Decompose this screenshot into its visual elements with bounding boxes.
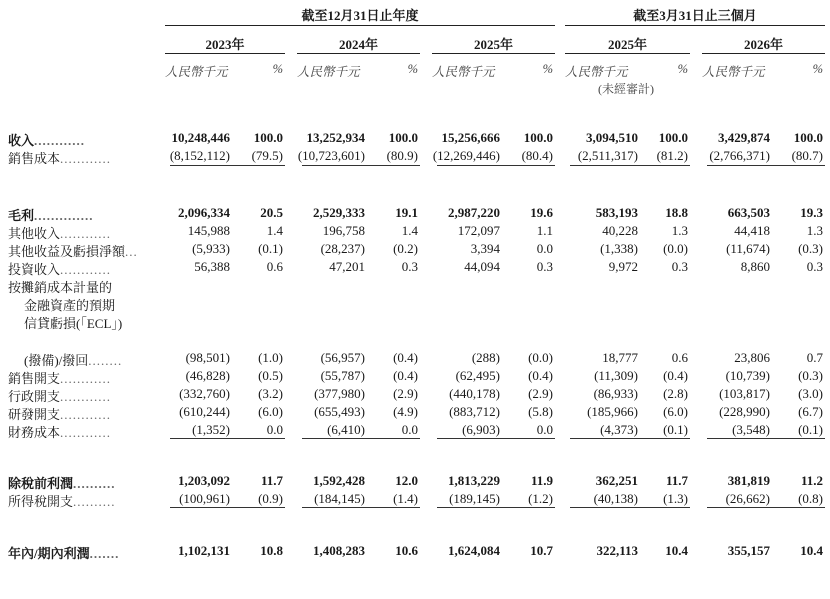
table-cell: (81.2) bbox=[656, 148, 688, 163]
row-label: 其他收益及虧損淨額... bbox=[8, 244, 138, 259]
subtotal-rule bbox=[707, 165, 825, 166]
row-label: 銷售開支............ bbox=[8, 371, 112, 386]
table-cell: (46,828) bbox=[185, 368, 230, 383]
table-cell: 10.4 bbox=[800, 543, 823, 558]
year-underline bbox=[565, 53, 690, 54]
table-cell: (5.8) bbox=[528, 404, 553, 419]
table-cell: 362,251 bbox=[595, 473, 638, 488]
table-cell: (0.8) bbox=[798, 491, 823, 506]
table-cell: (10,739) bbox=[725, 368, 770, 383]
table-cell: 1.3 bbox=[671, 223, 688, 238]
subtotal-rule bbox=[302, 438, 420, 439]
table-cell: 0.0 bbox=[266, 422, 283, 437]
table-cell: (2.9) bbox=[528, 386, 553, 401]
row-label: 信貸虧損(「ECL」) bbox=[24, 316, 123, 331]
table-cell: 355,157 bbox=[727, 543, 770, 558]
table-cell: (883,712) bbox=[449, 404, 500, 419]
table-cell: (86,933) bbox=[593, 386, 638, 401]
table-cell: 1,624,084 bbox=[448, 543, 500, 558]
table-cell: (80.9) bbox=[386, 148, 418, 163]
table-cell: (0.0) bbox=[528, 350, 553, 365]
year-header: 2026年 bbox=[743, 37, 783, 52]
table-cell: (3,548) bbox=[732, 422, 770, 437]
table-cell: (0.3) bbox=[798, 368, 823, 383]
table-cell: 0.3 bbox=[671, 259, 688, 274]
table-cell: (11,309) bbox=[594, 368, 638, 383]
table-cell: 100.0 bbox=[523, 130, 553, 145]
unit-label: 人民幣千元 bbox=[565, 65, 628, 79]
table-cell: (6,903) bbox=[462, 422, 500, 437]
table-cell: 0.6 bbox=[266, 259, 283, 274]
table-cell: 19.3 bbox=[800, 205, 823, 220]
table-cell: (98,501) bbox=[185, 350, 230, 365]
unaudited-note: (未經審計) bbox=[598, 82, 654, 96]
table-cell: (0.9) bbox=[258, 491, 283, 506]
table-cell: 10.4 bbox=[665, 543, 688, 558]
table-cell: 0.0 bbox=[401, 422, 418, 437]
percent-label: % bbox=[407, 62, 418, 76]
table-cell: (0.5) bbox=[258, 368, 283, 383]
subtotal-rule bbox=[437, 438, 555, 439]
year-underline bbox=[297, 53, 420, 54]
table-cell: (184,145) bbox=[314, 491, 365, 506]
percent-label: % bbox=[812, 62, 823, 76]
year-underline bbox=[432, 53, 555, 54]
table-cell: (1.0) bbox=[258, 350, 283, 365]
table-cell: (185,966) bbox=[587, 404, 638, 419]
table-cell: 18.8 bbox=[665, 205, 688, 220]
table-cell: 663,503 bbox=[727, 205, 770, 220]
table-cell: 1,813,229 bbox=[448, 473, 500, 488]
subtotal-rule bbox=[437, 507, 555, 508]
table-cell: 9,972 bbox=[608, 259, 638, 274]
row-label: 除稅前利潤.......... bbox=[8, 476, 116, 491]
table-cell: (12,269,446) bbox=[432, 148, 500, 163]
table-cell: (8,152,112) bbox=[169, 148, 230, 163]
table-cell: (0.0) bbox=[663, 241, 688, 256]
unit-label: 人民幣千元 bbox=[702, 65, 765, 79]
table-cell: (55,787) bbox=[320, 368, 365, 383]
table-cell: (62,495) bbox=[455, 368, 500, 383]
row-label: 投資收入............ bbox=[8, 262, 112, 277]
table-cell: (56,957) bbox=[320, 350, 365, 365]
table-cell: (4,373) bbox=[600, 422, 638, 437]
table-cell: (0.1) bbox=[663, 422, 688, 437]
table-cell: 10.8 bbox=[260, 543, 283, 558]
table-cell: 3,394 bbox=[470, 241, 500, 256]
percent-label: % bbox=[542, 62, 553, 76]
table-cell: 196,758 bbox=[322, 223, 365, 238]
row-label: 年內/期內利潤....... bbox=[8, 546, 120, 561]
table-cell: 1,408,283 bbox=[313, 543, 365, 558]
table-cell: (2,511,317) bbox=[577, 148, 638, 163]
subtotal-rule bbox=[437, 165, 555, 166]
table-cell: 2,987,220 bbox=[448, 205, 500, 220]
table-cell: 3,094,510 bbox=[586, 130, 638, 145]
row-label: 所得稅開支.......... bbox=[8, 494, 116, 509]
percent-label: % bbox=[272, 62, 283, 76]
table-cell: (80.4) bbox=[521, 148, 553, 163]
table-cell: 11.7 bbox=[260, 473, 283, 488]
table-cell: (0.3) bbox=[798, 241, 823, 256]
table-cell: (189,145) bbox=[449, 491, 500, 506]
subtotal-rule bbox=[302, 165, 420, 166]
table-cell: (40,138) bbox=[593, 491, 638, 506]
table-cell: (6.7) bbox=[798, 404, 823, 419]
table-cell: 0.6 bbox=[671, 350, 688, 365]
table-cell: 0.3 bbox=[401, 259, 418, 274]
subtotal-rule bbox=[302, 507, 420, 508]
table-cell: (80.7) bbox=[791, 148, 823, 163]
table-cell: 47,201 bbox=[329, 259, 365, 274]
table-cell: 0.3 bbox=[806, 259, 823, 274]
table-cell: 3,429,874 bbox=[718, 130, 770, 145]
table-cell: 100.0 bbox=[253, 130, 283, 145]
table-cell: 13,252,934 bbox=[306, 130, 365, 145]
table-cell: (26,662) bbox=[725, 491, 770, 506]
subtotal-rule bbox=[707, 438, 825, 439]
subtotal-rule bbox=[570, 438, 690, 439]
table-cell: (1.3) bbox=[663, 491, 688, 506]
table-cell: 44,094 bbox=[464, 259, 500, 274]
year-header: 2024年 bbox=[338, 37, 378, 52]
table-cell: (377,980) bbox=[314, 386, 365, 401]
row-label: 其他收入............ bbox=[8, 226, 112, 241]
table-cell: (0.4) bbox=[663, 368, 688, 383]
table-cell: (100,961) bbox=[179, 491, 230, 506]
table-cell: (6,410) bbox=[327, 422, 365, 437]
table-cell: 10,248,446 bbox=[171, 130, 230, 145]
table-cell: (79.5) bbox=[251, 148, 283, 163]
table-cell: 0.7 bbox=[806, 350, 823, 365]
table-cell: (1,352) bbox=[192, 422, 230, 437]
row-label: 按攤銷成本計量的 bbox=[8, 280, 113, 295]
table-cell: 40,228 bbox=[602, 223, 638, 238]
table-cell: 8,860 bbox=[740, 259, 770, 274]
table-cell: (2,766,371) bbox=[709, 148, 770, 163]
table-cell: 2,096,334 bbox=[178, 205, 230, 220]
table-cell: (103,817) bbox=[719, 386, 770, 401]
table-cell: 145,988 bbox=[187, 223, 230, 238]
table-cell: 19.1 bbox=[395, 205, 418, 220]
year-underline bbox=[165, 53, 285, 54]
subtotal-rule bbox=[570, 165, 690, 166]
table-cell: (1.4) bbox=[393, 491, 418, 506]
table-cell: 100.0 bbox=[388, 130, 418, 145]
unit-label: 人民幣千元 bbox=[432, 65, 495, 79]
table-cell: (0.1) bbox=[798, 422, 823, 437]
year-underline bbox=[702, 53, 825, 54]
table-cell: 1.4 bbox=[266, 223, 283, 238]
table-cell: 1,102,131 bbox=[178, 543, 230, 558]
unit-label: 人民幣千元 bbox=[297, 65, 360, 79]
table-cell: 0.0 bbox=[536, 241, 553, 256]
table-cell: 100.0 bbox=[658, 130, 688, 145]
row-label: 研發開支............ bbox=[8, 407, 112, 422]
table-cell: (6.0) bbox=[258, 404, 283, 419]
subtotal-rule bbox=[170, 507, 285, 508]
percent-label: % bbox=[677, 62, 688, 76]
row-label: 行政開支............ bbox=[8, 389, 112, 404]
table-cell: (0.4) bbox=[393, 350, 418, 365]
table-cell: (0.4) bbox=[393, 368, 418, 383]
table-cell: (3.2) bbox=[258, 386, 283, 401]
year-header: 2025年 bbox=[473, 37, 513, 52]
table-cell: 0.0 bbox=[536, 422, 553, 437]
table-cell: 1.1 bbox=[536, 223, 553, 238]
row-label: 銷售成本............ bbox=[8, 151, 112, 166]
row-label: 收入............ bbox=[8, 133, 86, 148]
table-cell: (1.2) bbox=[528, 491, 553, 506]
subtotal-rule bbox=[570, 507, 690, 508]
table-cell: 1.4 bbox=[401, 223, 418, 238]
subtotal-rule bbox=[707, 507, 825, 508]
table-cell: 1,592,428 bbox=[313, 473, 365, 488]
subtotal-rule bbox=[170, 438, 285, 439]
table-cell: (2.9) bbox=[393, 386, 418, 401]
table-cell: 11.9 bbox=[530, 473, 553, 488]
header-underline bbox=[165, 25, 555, 26]
table-cell: (288) bbox=[471, 350, 500, 365]
unit-label: 人民幣千元 bbox=[165, 65, 228, 79]
table-cell: (228,990) bbox=[719, 404, 770, 419]
table-cell: (28,237) bbox=[320, 241, 365, 256]
table-cell: (6.0) bbox=[663, 404, 688, 419]
table-cell: 20.5 bbox=[260, 205, 283, 220]
row-label: 財務成本............ bbox=[8, 425, 112, 440]
table-cell: 1,203,092 bbox=[178, 473, 230, 488]
table-cell: 15,256,666 bbox=[441, 130, 500, 145]
table-cell: (332,760) bbox=[179, 386, 230, 401]
table-cell: (0.4) bbox=[528, 368, 553, 383]
year-header: 2023年 bbox=[205, 37, 245, 52]
table-cell: 10.7 bbox=[530, 543, 553, 558]
header-fiscal-year: 截至12月31日止年度 bbox=[301, 8, 419, 23]
table-cell: (1,338) bbox=[600, 241, 638, 256]
table-cell: (0.1) bbox=[258, 241, 283, 256]
table-cell: (10,723,601) bbox=[297, 148, 365, 163]
header-three-months: 截至3月31日止三個月 bbox=[633, 8, 757, 23]
table-cell: 11.7 bbox=[665, 473, 688, 488]
subtotal-rule bbox=[170, 165, 285, 166]
table-cell: (610,244) bbox=[179, 404, 230, 419]
table-cell: (2.8) bbox=[663, 386, 688, 401]
table-cell: 56,388 bbox=[194, 259, 230, 274]
table-cell: 44,418 bbox=[734, 223, 770, 238]
year-header: 2025年 bbox=[607, 37, 647, 52]
table-cell: 322,113 bbox=[596, 543, 638, 558]
table-cell: (5,933) bbox=[192, 241, 230, 256]
table-cell: 18,777 bbox=[602, 350, 638, 365]
header-underline bbox=[565, 25, 825, 26]
row-label: 金融資產的預期 bbox=[24, 298, 116, 313]
table-cell: (0.2) bbox=[393, 241, 418, 256]
table-cell: (11,674) bbox=[726, 241, 770, 256]
row-label: (撥備)/撥回........ bbox=[24, 353, 123, 368]
table-cell: 11.2 bbox=[800, 473, 823, 488]
table-cell: (3.0) bbox=[798, 386, 823, 401]
table-cell: 172,097 bbox=[457, 223, 500, 238]
table-cell: 0.3 bbox=[536, 259, 553, 274]
table-cell: (440,178) bbox=[449, 386, 500, 401]
table-cell: 10.6 bbox=[395, 543, 418, 558]
table-cell: (4.9) bbox=[393, 404, 418, 419]
table-cell: 12.0 bbox=[395, 473, 418, 488]
table-cell: 19.6 bbox=[530, 205, 553, 220]
table-cell: 583,193 bbox=[595, 205, 638, 220]
table-cell: 100.0 bbox=[793, 130, 823, 145]
table-cell: (655,493) bbox=[314, 404, 365, 419]
table-cell: 1.3 bbox=[806, 223, 823, 238]
row-label: 毛利.............. bbox=[8, 208, 94, 223]
table-cell: 381,819 bbox=[727, 473, 770, 488]
table-cell: 2,529,333 bbox=[313, 205, 365, 220]
table-cell: 23,806 bbox=[734, 350, 770, 365]
